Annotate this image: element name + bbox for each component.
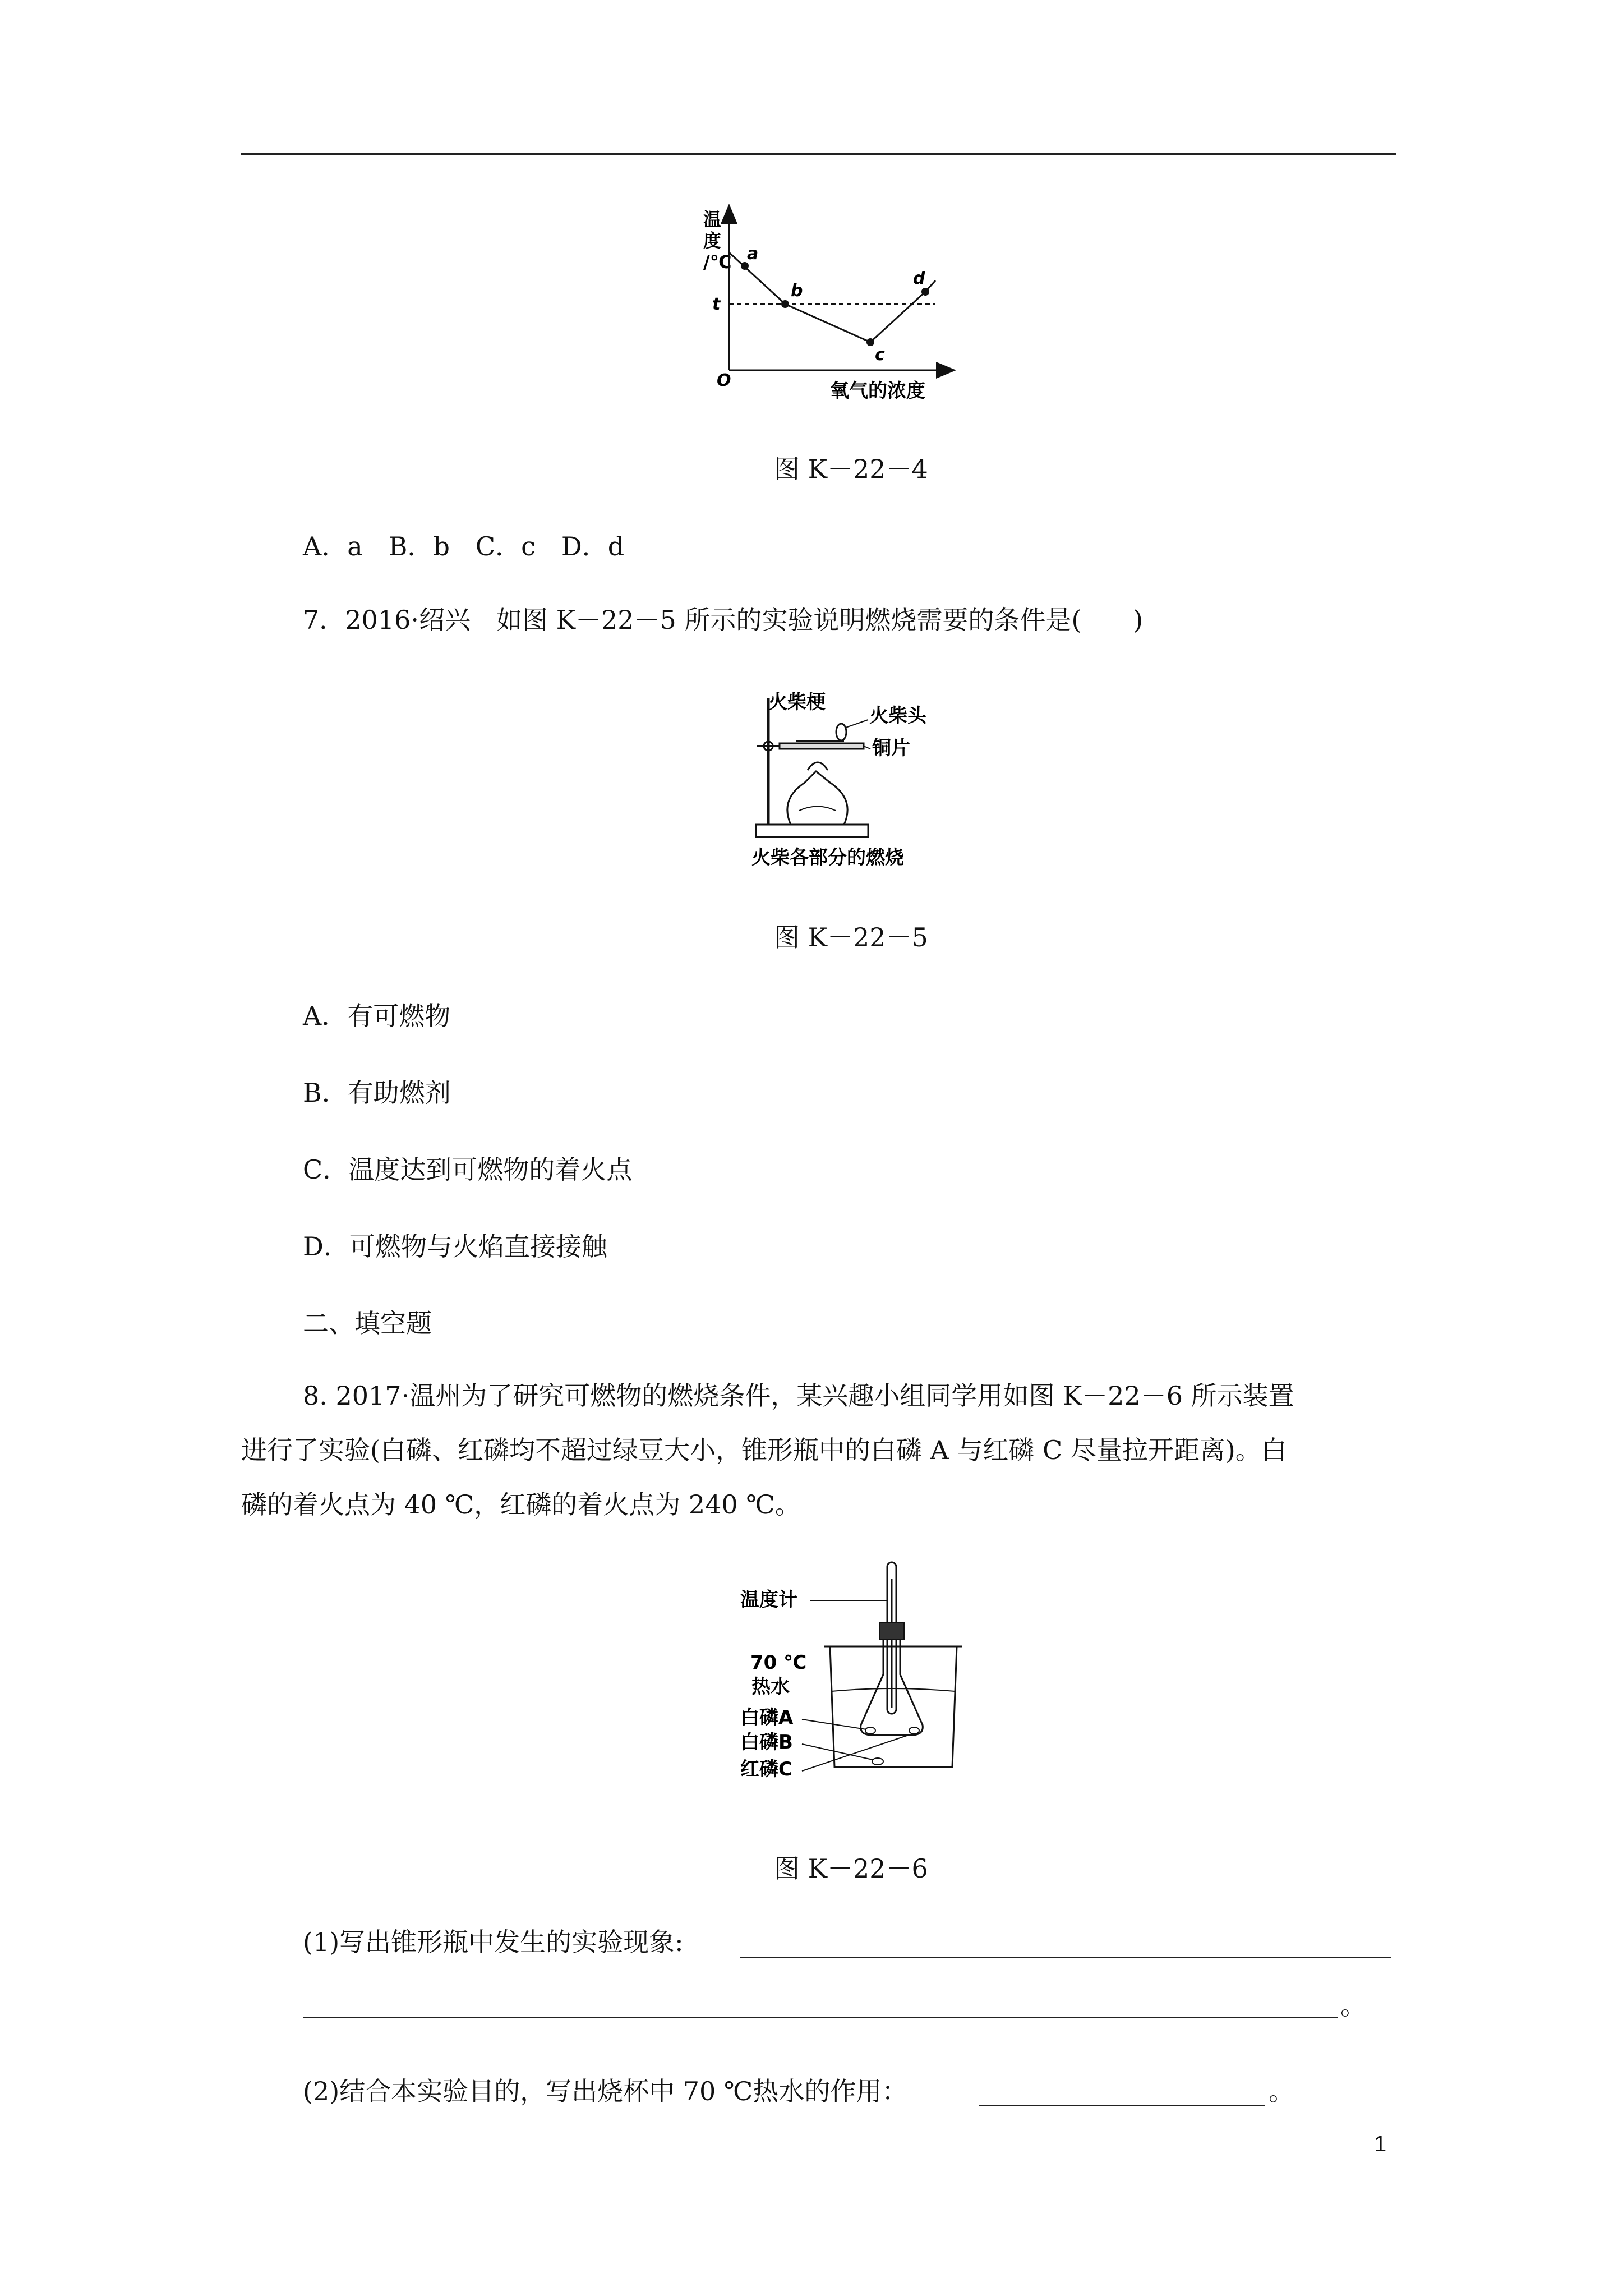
stopper <box>879 1623 904 1640</box>
point-c <box>866 338 874 346</box>
fig5-title: 火柴各部分的燃烧 <box>751 846 904 869</box>
figure-k22-4 <box>701 202 970 409</box>
phosphorus-a <box>865 1727 875 1734</box>
alcohol-lamp <box>787 771 847 825</box>
caption-k22-6: 图 K－22－6 <box>774 1853 928 1884</box>
q8-sub1 <box>303 1925 684 1959</box>
water-level <box>832 1688 955 1691</box>
header-rule <box>241 153 1396 155</box>
answer-blank-1b[interactable] <box>303 2017 1338 2018</box>
section-heading: 二、填空题 <box>303 1308 432 1338</box>
phosphorus-c-in-flask <box>909 1727 919 1734</box>
svg-text:度: 度 <box>703 230 722 251</box>
figure-k22-5 <box>746 687 948 872</box>
point-d <box>921 288 929 296</box>
figure-k22-6 <box>740 1557 965 1803</box>
q8-stem-line3: 磷的着火点为 40 ℃，红磷的着火点为 240 ℃。 <box>241 1489 801 1520</box>
caption-k22-5: 图 K－22－5 <box>774 922 928 953</box>
matchhead <box>836 724 846 740</box>
q8-sub1-text: (1)写出锥形瓶中发生的实验现象: <box>303 1927 684 1957</box>
q8-stem-line1: 8. 2017·温州为了研究可燃物的燃烧条件，某兴趣小组同学用如图 K－22－6 所示装置 <box>303 1381 1294 1411</box>
origin-label: O <box>717 371 731 390</box>
answer-blank-2[interactable] <box>979 2105 1265 2106</box>
label-a: a <box>747 244 759 264</box>
q7-option-c: C．温度达到可燃物的着火点 <box>303 1154 633 1185</box>
y-axis-label: 温 <box>703 209 722 230</box>
q8-sub1-end: 。 <box>1340 1990 1366 2021</box>
q7-option-d: D．可燃物与火焰直接接触 <box>303 1231 607 1262</box>
copper-plate <box>780 743 864 749</box>
label-water: 热水 <box>751 1676 790 1698</box>
svg-text:/℃: /℃ <box>703 251 732 273</box>
label-matchstick: 火柴梗 <box>768 691 826 714</box>
label-c: c <box>875 345 885 365</box>
label-matchhead: 火柴头 <box>869 705 926 727</box>
q7-stem: 7．2016·绍兴 如图 K－22－5 所示的实验说明燃烧需要的条件是( ) <box>303 605 1144 635</box>
label-phosphorus-b: 白磷B <box>740 1731 793 1754</box>
label-thermometer: 温度计 <box>740 1589 797 1611</box>
answer-blank-1a[interactable] <box>740 1957 1391 1958</box>
q8-stem-line2: 进行了实验(白磷、红磷均不超过绿豆大小，锥形瓶中的白磷 A 与红磷 C 尽量拉开距离)。白 <box>241 1435 1287 1465</box>
stand-base <box>756 825 868 837</box>
label-phosphorus-a: 白磷A <box>740 1706 794 1729</box>
label-b: b <box>791 281 803 301</box>
x-axis-label: 氧气的浓度 <box>830 380 925 402</box>
beaker <box>830 1646 957 1767</box>
temperature-curve <box>729 252 935 342</box>
point-b <box>781 300 789 308</box>
page-number: 1 <box>1374 2132 1387 2156</box>
t-label: t <box>712 295 721 314</box>
label-phosphorus-c: 红磷C <box>740 1758 792 1780</box>
label-d: d <box>913 269 925 288</box>
q8-sub2-end: 。 <box>1269 2076 1294 2106</box>
phosphorus-b <box>872 1758 883 1765</box>
q8-sub2: (2)结合本实验目的，写出烧杯中 70 ℃热水的作用： <box>303 2076 908 2106</box>
q7-option-b: B．有助燃剂 <box>303 1078 451 1108</box>
caption-k22-4: 图 K－22－4 <box>774 454 928 484</box>
q6-options: A．a B．b C．c D．d <box>303 531 625 562</box>
label-water-temp: 70 ℃ <box>750 1651 807 1674</box>
label-copper: 铜片 <box>872 737 910 760</box>
q7-option-a: A．有可燃物 <box>303 1001 451 1031</box>
